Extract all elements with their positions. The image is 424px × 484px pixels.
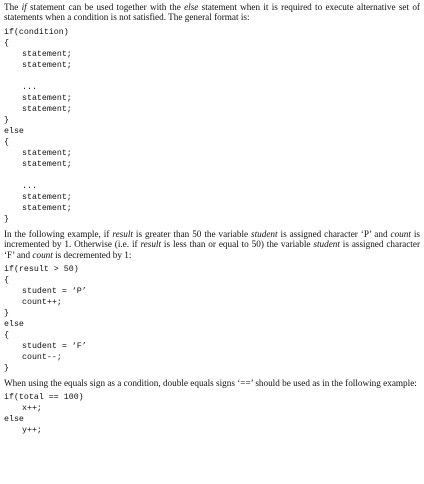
example-result-var-1: result (112, 228, 133, 239)
code-line: statement; (22, 49, 72, 59)
equals-code-block (4, 392, 420, 436)
code-line: { (4, 38, 9, 48)
intro-else-keyword: else (184, 2, 199, 12)
code-line: count--; (22, 353, 62, 363)
code-line: if(condition) (4, 27, 69, 37)
intro-text-3: statement when it is required to execute alternative set of statements when a condition is not satisfied. The general format is: (4, 2, 420, 23)
code-line: statement; (22, 60, 72, 70)
code-line: count++; (22, 298, 62, 308)
example-count-var-2: count (32, 249, 53, 260)
code-line: statement; (22, 104, 72, 114)
code-line: } (4, 115, 9, 125)
example-text-7: is decremented by 1: (52, 249, 132, 260)
code-line: student = ‘F’ (22, 342, 87, 352)
code-line: { (4, 137, 9, 147)
example-count-var-1: count (390, 228, 411, 239)
code-line: student = ‘P’ (22, 287, 87, 297)
code-line: else (4, 126, 24, 136)
code-line: statement; (22, 93, 72, 103)
code-line: } (4, 364, 9, 374)
intro-text-2: statement can be used together with the (26, 2, 185, 12)
example-text-1: In the following example, if (4, 228, 113, 239)
example-result-var-2: result (140, 239, 162, 250)
code-line: if(total == 100) (4, 393, 84, 403)
example-student-var-1: student (251, 228, 278, 239)
intro-paragraph (4, 2, 420, 23)
code-line: else (4, 415, 24, 425)
example-text-2: is greater than 50 the variable (132, 228, 252, 239)
example-student-var-2: student (313, 239, 340, 250)
code-line: } (4, 309, 9, 319)
example-text-4: is incremented by 1. Otherwise (i.e. if (4, 228, 420, 250)
code-line: { (4, 331, 9, 341)
code-line: ... (22, 181, 37, 191)
example-text-3: is assigned character ‘P’ and (277, 228, 391, 239)
code-line: y++; (22, 426, 42, 436)
example-code-block (4, 264, 420, 374)
code-line: if(result > 50) (4, 265, 79, 275)
code-line: } (4, 214, 9, 224)
example-text-6: is assigned character ‘F’ and (4, 239, 420, 260)
general-format-code-block (4, 27, 420, 225)
intro-text-1: The (4, 2, 22, 12)
code-line: statement; (22, 159, 72, 169)
code-line: statement; (22, 203, 72, 213)
code-line (4, 170, 420, 181)
code-line: x++; (22, 404, 42, 414)
code-line: statement; (22, 148, 72, 158)
code-line: ... (22, 82, 37, 92)
code-line: { (4, 276, 9, 286)
equals-paragraph: When using the equals sign as a condition, double equals signs ‘==’ should be used as in the following example: (4, 378, 417, 389)
code-line: else (4, 320, 24, 330)
code-line: statement; (22, 192, 72, 202)
code-line (4, 71, 420, 82)
intro-if-keyword: if (21, 2, 27, 12)
example-paragraph (4, 229, 420, 260)
example-text-5: is less than or equal to 50) the variable (161, 239, 314, 250)
